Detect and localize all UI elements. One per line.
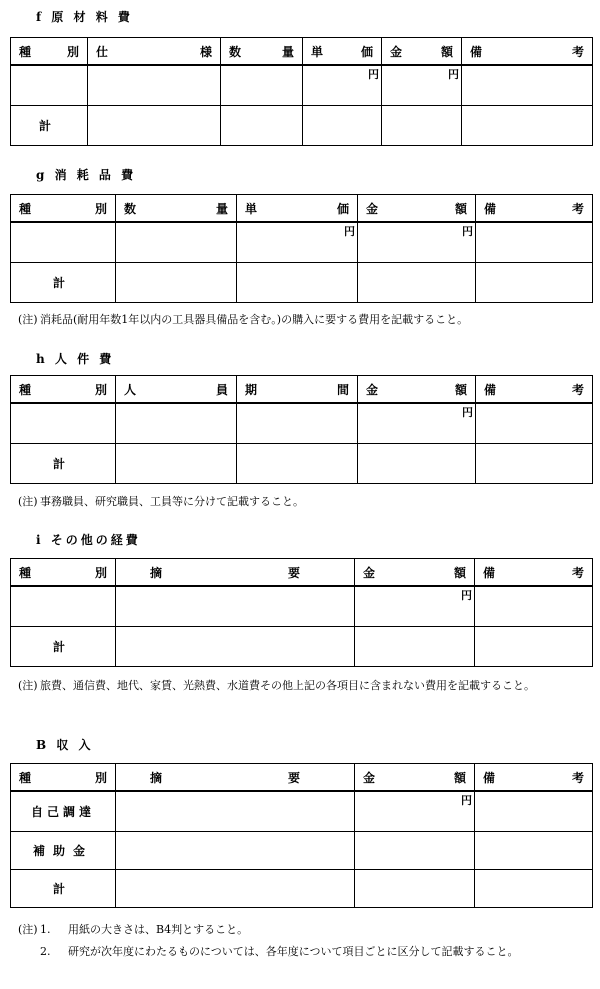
section-f-heading: f 原 材 料 費 [36,10,133,24]
section-i-heading: i その他の経費 [36,533,141,547]
total-label: 計 [11,869,116,907]
col-amount: 金 額 [355,764,475,792]
col-type: 種 別 [11,764,116,792]
col-amount: 金 額 [355,559,475,587]
raw-materials-table [10,37,593,146]
col-spec: 仕 様 [88,38,221,66]
col-type: 種 別 [11,195,116,223]
col-staff: 人 員 [116,376,237,404]
yen-unit: 円 [448,68,459,81]
row-subsidy: 補助金 [11,831,116,869]
yen-unit: 円 [368,68,379,81]
col-summary: 摘 要 [116,764,355,792]
col-amount: 金 額 [382,38,462,66]
col-unit-price: 単 価 [303,38,382,66]
yen-unit: 円 [462,406,473,419]
col-summary: 摘 要 [116,559,355,587]
col-qty: 数 量 [116,195,237,223]
col-amount: 金 額 [358,195,476,223]
col-period: 期 間 [237,376,358,404]
col-remarks: 備 考 [475,559,593,587]
yen-unit: 円 [344,225,355,238]
col-remarks: 備 考 [476,376,593,404]
total-label: 計 [11,626,116,666]
section-b-heading: B 収 入 [36,738,94,752]
income-table [10,763,593,908]
section-h-heading: h 人 件 費 [36,352,115,366]
yen-unit: 円 [461,589,472,602]
col-qty: 数 量 [221,38,303,66]
col-remarks: 備 考 [462,38,593,66]
row-self-funding: 自己調達 [11,791,116,831]
col-type: 種 別 [11,38,88,66]
col-remarks: 備 考 [476,195,593,223]
total-label: 計 [11,105,88,145]
section-g-heading: g 消 耗 品 費 [36,168,137,182]
col-type: 種 別 [11,376,116,404]
col-unit-price: 単 価 [237,195,358,223]
consumables-table [10,194,593,303]
col-remarks: 備 考 [475,764,593,792]
note-b-2: 2. 研究が次年度にわたるものについては、各年度について項目ごとに区分して記載すること。 [40,945,519,958]
personnel-table [10,375,593,484]
col-amount: 金 額 [358,376,476,404]
yen-unit: 円 [461,794,472,807]
total-label: 計 [11,443,116,483]
note-i: (注) 旅費、通信費、地代、家賃、光熱費、水道費その他上記の各項目に含まれない費用を記載すること。 [18,679,535,692]
col-type: 種 別 [11,559,116,587]
other-expenses-table [10,558,593,667]
yen-unit: 円 [462,225,473,238]
total-label: 計 [11,262,116,302]
